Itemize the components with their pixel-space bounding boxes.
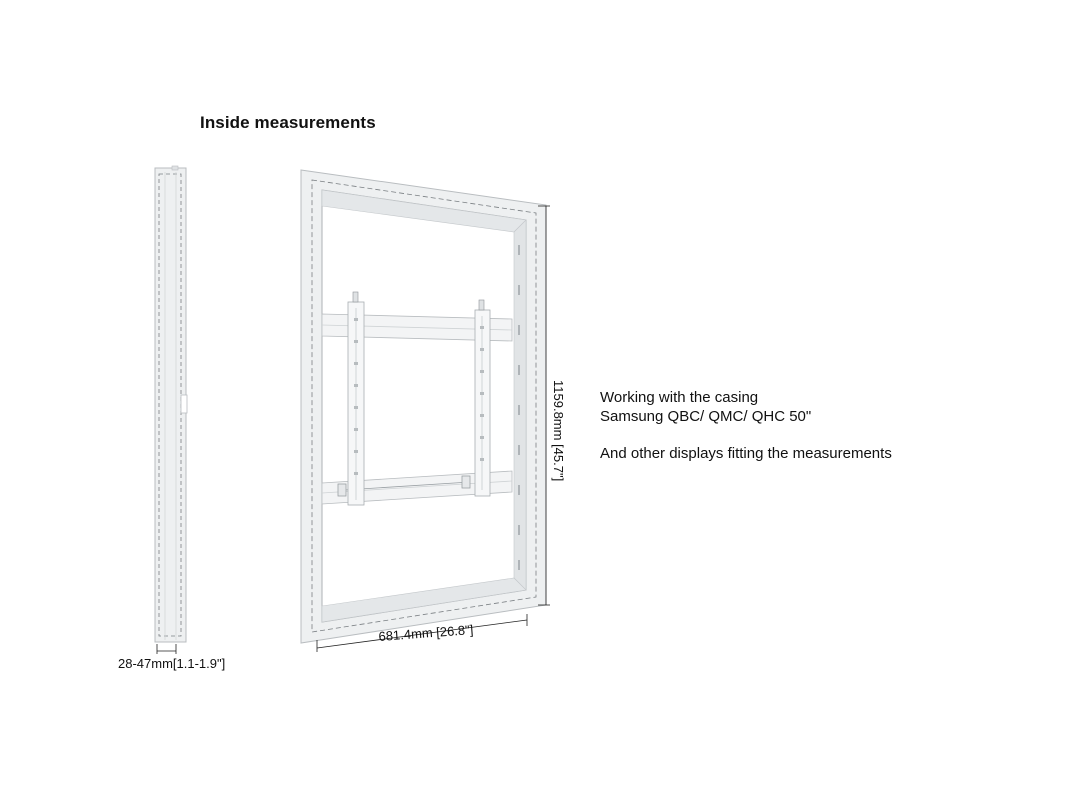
compatibility-description xyxy=(600,388,892,463)
page-title: Inside measurements xyxy=(200,113,376,132)
front-frame-view xyxy=(301,170,550,652)
other-displays-line: And other displays fitting the measurements xyxy=(600,445,892,462)
width-dimension-label: 681.4mm [26.8"] xyxy=(378,622,474,644)
mount-bracket-left xyxy=(348,292,364,505)
models-line: Samsung QBC/ QMC/ QHC 50" xyxy=(600,408,812,425)
depth-dimension-label: 28-47mm[1.1-1.9"] xyxy=(118,656,226,671)
mount-bracket-right xyxy=(475,300,490,496)
height-dimension-label: 1159.8mm [45.7"] xyxy=(551,380,566,482)
casing-line: Working with the casing xyxy=(600,389,759,406)
side-profile-view xyxy=(155,166,187,654)
